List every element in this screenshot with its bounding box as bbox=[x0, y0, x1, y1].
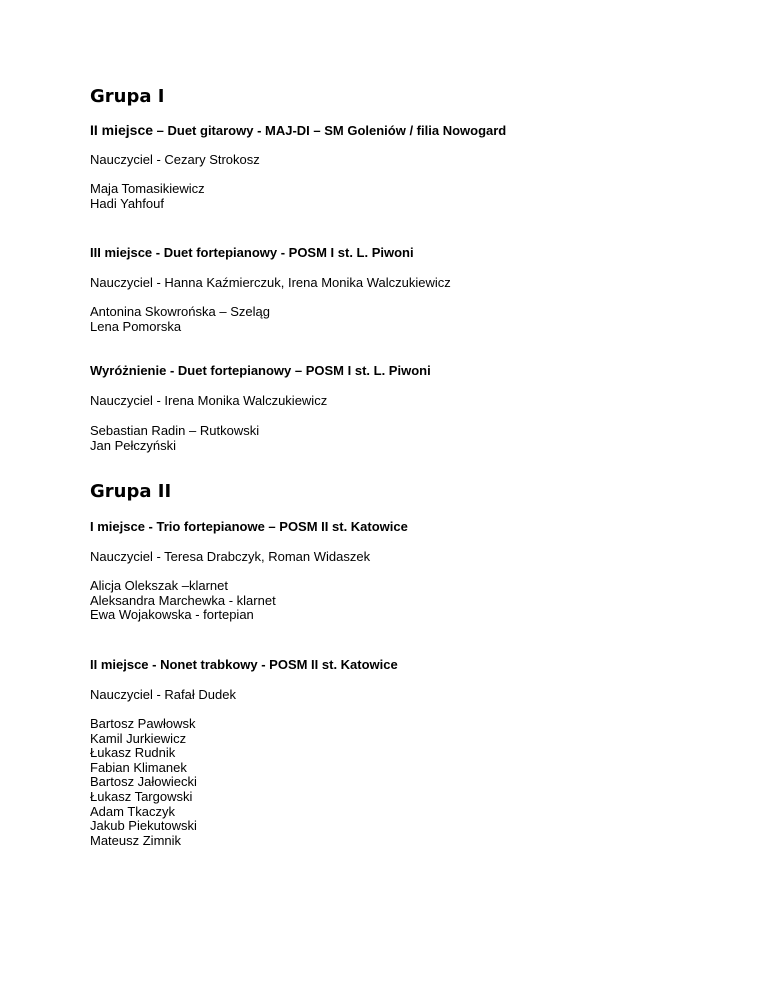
entry-teacher: Nauczyciel - Teresa Drabczyk, Roman Widaszek bbox=[90, 549, 371, 564]
member-name: Adam Tkaczyk bbox=[90, 803, 176, 819]
entry-heading: II miejsce - Nonet trabkowy - POSM II st. Katowice bbox=[90, 657, 398, 672]
member-name: Bartosz Jałowiecki bbox=[90, 774, 197, 790]
entry-members bbox=[90, 579, 276, 623]
member-name: Mateusz Zimnik bbox=[90, 832, 182, 848]
entry-members bbox=[90, 305, 270, 334]
member-name: Jan Pełczyński bbox=[90, 437, 176, 453]
member-name: Jakub Piekutowski bbox=[90, 818, 197, 834]
member-name: Fabian Klimanek bbox=[90, 759, 187, 775]
member-name: Maja Tomasikiewicz bbox=[90, 181, 205, 196]
member-name: Sebastian Radin – Rutkowski bbox=[90, 423, 260, 438]
member-name: Kamil Jurkiewicz bbox=[90, 730, 187, 746]
entry-heading bbox=[90, 122, 506, 139]
group-title: Grupa I bbox=[90, 86, 165, 107]
entry-members bbox=[90, 717, 197, 848]
member-name: Hadi Yahfouf bbox=[90, 195, 164, 211]
group-title: Grupa II bbox=[90, 481, 172, 502]
member-name: Aleksandra Marchewka - klarnet bbox=[90, 592, 276, 608]
member-name: Antonina Skowrońska – Szeląg bbox=[90, 304, 270, 319]
member-name: Łukasz Rudnik bbox=[90, 745, 176, 761]
entry-teacher: Nauczyciel - Rafał Dudek bbox=[90, 687, 236, 702]
entry-heading: Wyróżnienie - Duet fortepianowy – POSM I st. L. Piwoni bbox=[90, 363, 431, 378]
entry-heading: I miejsce - Trio fortepianowe – POSM II st. Katowice bbox=[90, 519, 408, 534]
member-name: Ewa Wojakowska - fortepian bbox=[90, 607, 254, 623]
member-name: Alicja Olekszak –klarnet bbox=[90, 578, 228, 593]
member-name: Bartosz Pawłowsk bbox=[90, 716, 196, 731]
entry-teacher: Nauczyciel - Irena Monika Walczukiewicz bbox=[90, 393, 328, 408]
entry-members bbox=[90, 424, 259, 453]
member-name: Łukasz Targowski bbox=[90, 788, 193, 804]
entry-heading: III miejsce - Duet fortepianowy - POSM I st. L. Piwoni bbox=[90, 245, 414, 260]
entry-teacher: Nauczyciel - Hanna Kaźmierczuk, Irena Monika Walczukiewicz bbox=[90, 275, 451, 290]
entry-teacher: Nauczyciel - Cezary Strokosz bbox=[90, 152, 260, 167]
entry-description: – Duet gitarowy - MAJ-DI – SM Goleniów / filia Nowogard bbox=[153, 123, 507, 138]
entry-place: II miejsce bbox=[90, 122, 154, 138]
member-name: Lena Pomorska bbox=[90, 318, 182, 334]
entry-members bbox=[90, 182, 205, 211]
